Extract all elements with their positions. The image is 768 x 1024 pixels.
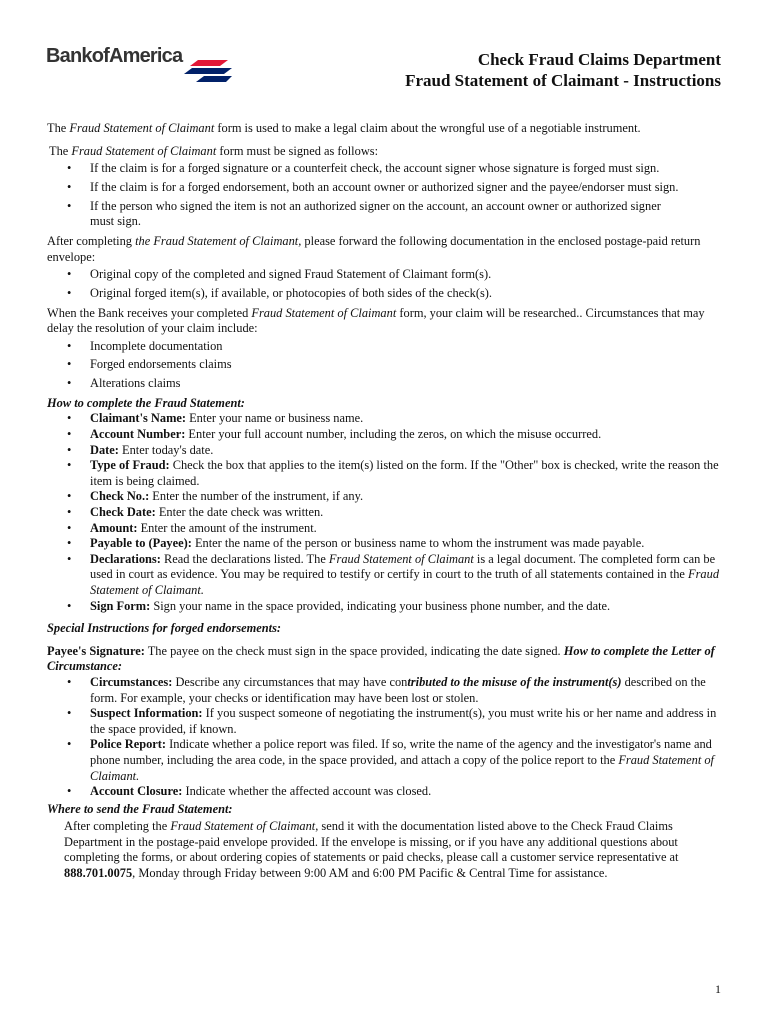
payee-paragraph: Payee's Signature: The payee on the check must sign in the space provided, indicating the date signed. How to complete the Letter of Circumstance: <box>47 643 715 674</box>
document-header <box>405 49 721 91</box>
page-number: 1 <box>715 982 721 996</box>
bank-logo <box>46 44 234 86</box>
list-item: • Circumstances: Describe any circumstances that may have contributed to the misuse of the instrument(s) described on the form. For example, your checks or identification may have been lost or stolen. <box>47 675 723 706</box>
list-item: • If the claim is for a forged signature or a counterfeit check, the account signer whose signature is forged must sign. <box>47 161 723 177</box>
documentation-list <box>47 267 723 301</box>
department-title: Check Fraud Claims Department <box>477 50 721 69</box>
document-title: Fraud Statement of Claimant - Instructions <box>405 71 721 90</box>
delay-list <box>47 339 723 392</box>
list-item: • If the person who signed the item is not an authorized signer on the account, an account owner or authorized signer must sign. <box>47 199 723 230</box>
list-item: • Original forged item(s), if available, or photocopies of both sides of the check(s). <box>47 286 723 302</box>
list-item: • Account Number: Enter your full account number, including the zeros, on which the misuse occurred. <box>47 427 723 443</box>
where-heading: Where to send the Fraud Statement: <box>47 801 233 816</box>
list-item: • Sign Form: Sign your name in the space provided, indicating your business phone number, and the date. <box>47 599 723 615</box>
list-item: • Police Report: Indicate whether a police report was filed. If so, write the name of the agency and the investigator's name and phone number, including the area code, in the space provided, and attach a copy of the police report to the Fraud Statement of Claimant. <box>47 737 723 784</box>
list-item: • Original copy of the completed and signed Fraud Statement of Claimant form(s). <box>47 267 723 283</box>
list-item: • Account Closure: Indicate whether the affected account was closed. <box>47 784 723 800</box>
list-item: • Amount: Enter the amount of the instrument. <box>47 521 723 537</box>
list-item: • Suspect Information: If you suspect someone of negotiating the instrument(s), you must write his or her name and address in the space provided, if known. <box>47 706 723 737</box>
list-item: • Type of Fraud: Check the box that applies to the item(s) listed on the form. If the "Other" box is checked, write the reason the item is being claimed. <box>47 458 723 489</box>
circumstance-list <box>47 675 723 800</box>
delay-paragraph: When the Bank receives your completed Fraud Statement of Claimant form, your claim will be researched.. Circumstances that may delay the resolution of your claim include: <box>47 305 705 336</box>
where-paragraph: After completing the Fraud Statement of Claimant, send it with the documentation listed above to the Check Fraud Claims Department in the postage-paid envelope provided. If the envelope is missing, or if you have any additional questions about completing the forms, or about ordering copies of statements or paid checks, please call a customer service representative at 888.701.0075, Monday through Friday between 9:00 AM and 6:00 PM Pacific & Central Time for assistance. <box>64 819 679 881</box>
special-heading: Special Instructions for forged endorsements: <box>47 621 282 636</box>
list-item: • Check Date: Enter the date check was written. <box>47 505 723 521</box>
list-item: • Incomplete documentation <box>47 339 723 355</box>
document-body <box>47 121 723 882</box>
list-item: • If the claim is for a forged endorsement, both an account owner or authorized signer and the payee/endorser must sign. <box>47 180 723 196</box>
list-item: • Date: Enter today's date. <box>47 443 723 459</box>
list-item: • Check No.: Enter the number of the instrument, if any. <box>47 489 723 505</box>
signing-paragraph: The Fraud Statement of Claimant form must be signed as follows: <box>49 143 379 158</box>
after-paragraph: After completing the Fraud Statement of Claimant, please forward the following documentation in the enclosed postage-paid return envelope: <box>47 233 701 264</box>
list-item: • Declarations: Read the declarations listed. The Fraud Statement of Claimant is a legal document. The completed form can be used in court as evidence. You may be required to testify or certify in court to the truth of all statements contained in the Fraud Statement of Claimant. <box>47 552 723 599</box>
bank-flag-icon <box>184 56 234 86</box>
logo-text: BankofAmerica <box>46 45 183 67</box>
how-to-heading: How to complete the Fraud Statement: <box>47 395 245 410</box>
list-item: • Forged endorsements claims <box>47 357 723 373</box>
list-item: • Alterations claims <box>47 376 723 392</box>
signing-list <box>47 161 723 230</box>
phone-number: 888.701.0075 <box>64 866 133 881</box>
list-item: • Claimant's Name: Enter your name or business name. <box>47 411 723 427</box>
list-item: • Payable to (Payee): Enter the name of the person or business name to whom the instrument was made payable. <box>47 536 723 552</box>
how-to-list <box>47 411 723 614</box>
intro-paragraph: The Fraud Statement of Claimant form is used to make a legal claim about the wrongful use of a negotiable instrument. <box>47 121 641 135</box>
